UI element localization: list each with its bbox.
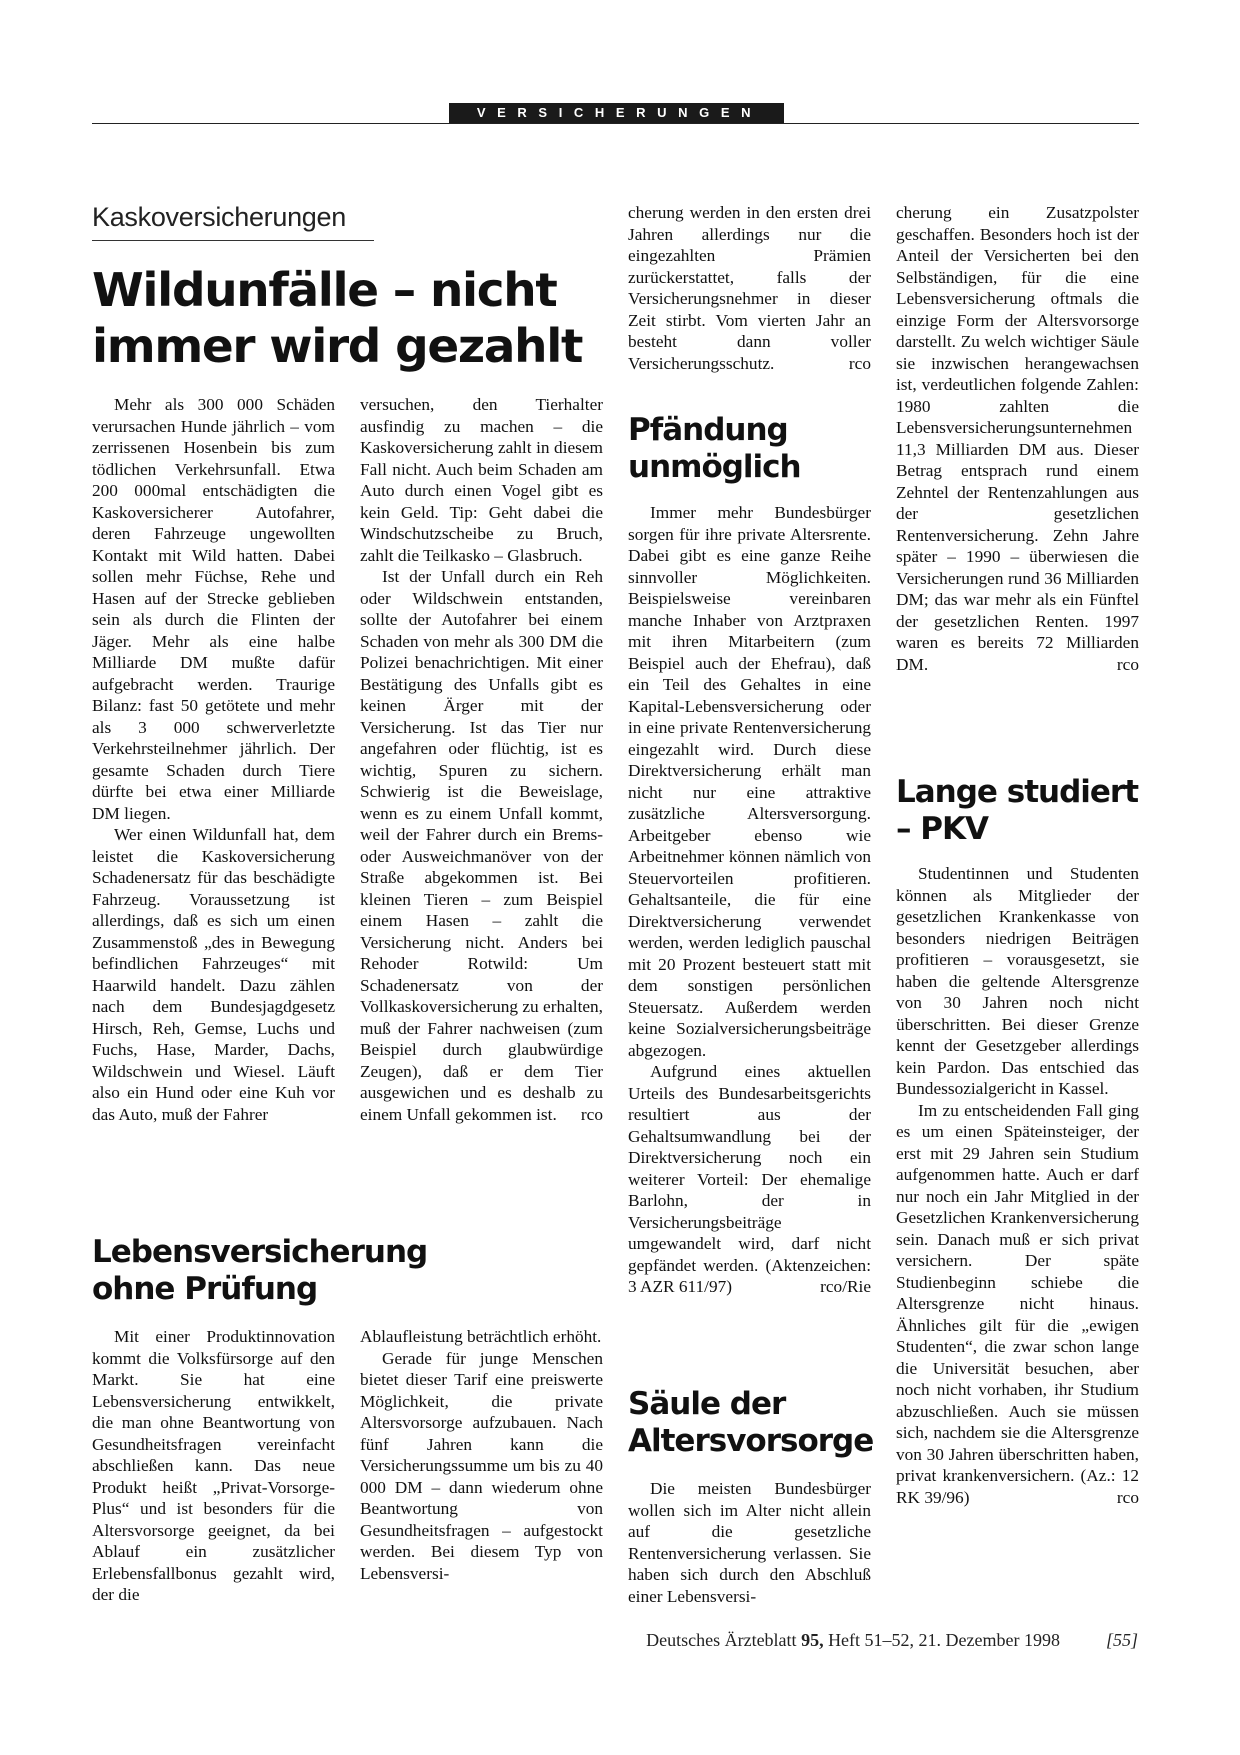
- main-col-2: [360, 394, 603, 1125]
- subhead-pkv: Lange studiert – PKV: [896, 774, 1139, 847]
- pkv-paragraph-2: Im zu entscheidenden Fall ging es um einen Späteinsteiger, der erst mit 29 Jahren sein Studium aufgenommen hatte. Auch er darf nur noch ein Jahr Mitglied in der Gesetzlichen Krankenversicherung sein. Danach muß er sich privat versichern. Der späte Studienbeginn schiebe die Altersgrenze nicht hinaus. Ähnliches gilt für die „ewigen Studenten“, die zwar schon lange die Universität besuchen, aber noch nicht vorhaben, ihr Studium abzuschließen. Auch sie müssen sich, nachdem sie die Altersgrenze von 30 Jahren überschritten haben, privat krankenversichern. (Az.: 12 RK 39/96) rco: [896, 1100, 1139, 1507]
- author-signature: rco/Rie: [820, 1277, 871, 1296]
- main-paragraph-1: Mehr als 300 000 Schäden verursachen Hunde jährlich – vom zerrissenen Hosenbein bis zum tödlichen Verkehrsunfall. Etwa 200 000mal entschädigten die Kaskoversicherer Autofahrer, deren Fahrzeuge ungewollten Kontakt mit Wild hatten. Dabei sollen mehr Füchse, Rehe und Hasen auf der Strecke geblieben sein als durch die Flinten der Jäger. Mehr als eine halbe Milliarde DM mußte dafür aufgebracht werden. Traurige Bilanz: fast 50 getötete und mehr als 3 000 schwerverletzte Verkehrsteilnehmer jährlich. Der gesamte Schaden durch Tiere dürfte bei etwa einer Milliarde DM liegen.: [92, 395, 335, 823]
- section-tag: VERSICHERUNGEN: [449, 103, 784, 123]
- saeule-paragraph-1: Die meisten Bundesbürger wollen sich im Alter nicht allein auf die gesetzliche Rentenversicherung verlassen. Sie haben sich durch den Abschluß einer Lebensversi-: [628, 1479, 871, 1606]
- header-rule: [92, 123, 1139, 124]
- pfaendung-paragraph-1: Immer mehr Bundesbürger sorgen für ihre private Altersrente. Dabei gibt es eine ganze Reihe sinnvoller Möglichkeiten. Beispielsweise vereinbaren manche Inhaber von Arztpraxen mit ihren Mitarbeitern (zum Beispiel auch der Ehefrau), daß ein Teil des Gehaltes in eine Kapital-Lebensversicherung oder in eine private Rentenversicherung eingezahlt wird. Durch diese Direktversicherung erhält man nicht nur eine attraktive zusätzliche Altersversorgung. Arbeitgeber ebenso wie Arbeitnehmer können nämlich von Steuervorteilen profitieren. Gehaltsanteile, die für eine Direktversicherung verwendet werden, werden lediglich pauschal mit 20 Prozent besteuert statt mit dem sonstigen persönlichen Steuersatz. Außerdem werden keine Sozialversicherungsbeiträge abgezogen.: [628, 503, 871, 1060]
- col3-top: [628, 202, 871, 374]
- leben-paragraph-2: Ablaufleistung beträchtlich erhöht.: [360, 1327, 602, 1346]
- kicker-rule: [92, 240, 374, 241]
- leben-col-1: [92, 1326, 335, 1606]
- leben-paragraph-1: Mit einer Produktinnovation kommt die Volksfürsorge auf den Markt. Sie hat eine Lebensversicherung entwikkelt, die man ohne Beantwortung von Gesundheitsfragen vereinfacht abschließen kann. Das neue Produkt heißt „Privat-Vorsorge-Plus“ und ist besonders für die Altersvorsorge geeignet, da bei Ablauf ein zusätzlicher Erlebensfallbonus gezahlt wird, der die: [92, 1327, 335, 1604]
- footer-citation: Deutsches Ärzteblatt 95, Heft 51–52, 21. Dezember 1998: [646, 1630, 1060, 1650]
- headline: Wildunfälle – nicht immer wird gezahlt: [92, 263, 583, 373]
- author-signature: rco: [1116, 1487, 1139, 1507]
- author-signature: rco: [848, 353, 871, 373]
- subhead-lebensversicherung: Lebensversicherung ohne Prüfung: [92, 1234, 428, 1307]
- col4-top: [896, 202, 1139, 675]
- leben-paragraph-4: cherung werden in den ersten drei Jahren allerdings nur die eingezahlten Prämien zurückerstattet, falls der Versicherungsnehmer in dieser Zeit stirbt. Vom vierten Jahr an besteht dann voller Versicherungsschutz. rco: [628, 203, 871, 373]
- pkv-paragraph-1: Studentinnen und Studenten können als Mitglieder der gesetzlichen Krankenkasse von besonders niedrigen Beiträgen profitieren – vorausgesetzt, sie haben die geltende Altersgrenze von 30 Jahren noch nicht überschritten. Bei dieser Grenze kennt der Gesetzgeber allerdings kein Pardon. Das entschied das Bundessozialgericht in Kassel.: [896, 864, 1139, 1098]
- saeule-paragraph-2: cherung ein Zusatzpolster geschaffen. Besonders hoch ist der Anteil der Versicherten bei den Selbständigen, für die eine Lebensversicherung oftmals die einzige Form der Altersvorsorge darstellt. Zu welch wichtiger Säule sie inzwischen herangewachsen ist, verdeutlichen folgende Zahlen: 1980 zahlten die Lebensversicherungsunternehmen 11,3 Milliarden DM aus. Dieser Betrag entsprach rund einem Zehntel der Rentenzahlungen aus der gesetzlichen Rentenversicherung. Zehn Jahre später – 1990 – überwiesen die Versicherungen rund 36 Milliarden DM; das war mehr als ein Fünftel der gesetzlichen Renten. 1997 waren es bereits 72 Milliarden DM. rco: [896, 203, 1139, 674]
- page-number: [55]: [1105, 1630, 1138, 1650]
- author-signature: rco: [1116, 654, 1139, 674]
- col4-pkv: [896, 863, 1139, 1508]
- leben-col-2: [360, 1326, 603, 1584]
- subhead-pfaendung: Pfändung unmöglich: [628, 412, 801, 485]
- kicker: Kaskoversicherungen: [92, 202, 346, 232]
- col3-pfaendung: [628, 502, 871, 1298]
- main-paragraph-3: versuchen, den Tierhalter ausfindig zu machen – die Kaskoversicherung zahlt in diesem Fall nicht. Auch beim Schaden am Auto durch einen Vogel gibt es kein Geld. Tip: Geht dabei die Windschutzscheibe zu Bruch, zahlt die Teilkasko – Glasbruch.: [360, 395, 603, 565]
- author-signature: rco: [580, 1104, 603, 1124]
- subhead-saeule: Säule der Altersvorsorge: [628, 1386, 874, 1459]
- pfaendung-paragraph-2: Aufgrund eines aktuellen Urteils des Bundesarbeitsgerichts resultiert aus der Gehaltsumwandlung bei der Direktversicherung noch ein weiterer Vorteil: Der ehemalige Barlohn, der in Versicherungsbeiträge umgewandelt wird, darf nicht gepfändet werden. (Aktenzeichen: 3 AZR 611/97) rco/Rie: [628, 1062, 871, 1296]
- col3-saeule: [628, 1478, 871, 1607]
- main-paragraph-2: Wer einen Wildunfall hat, dem leistet die Kaskoversicherung Schadenersatz für das beschädigte Fahrzeug. Voraussetzung ist allerdings, daß es sich um einen Zusammenstoß „des in Bewegung befindlichen Fahrzeuges“ mit Haarwild handelt. Dazu zählen nach dem Bundesjagdgesetz Hirsch, Reh, Gemse, Luchs und Fuchs, Hase, Marder, Dachs, Wildschwein und Wiesel. Läuft also ein Hund oder eine Kuh vor das Auto, muß der Fahrer: [92, 825, 335, 1124]
- main-col-1: [92, 394, 335, 1125]
- main-paragraph-4: Ist der Unfall durch ein Reh oder Wildschwein entstanden, sollte der Autofahrer bei einem Schaden von mehr als 300 DM die Polizei benachrichtigen. Mit einer Bestätigung des Unfalls gibt es keinen Ärger mit der Versicherung. Ist das Tier nur angefahren oder flüchtig, ist es wichtig, Spuren zu sichern. Schwierig ist die Beweislage, wenn es zu einem Unfall kommt, weil der Fahrer durch ein Brems- oder Ausweichmanöver von der Straße abgekommen ist. Bei kleinen Tieren – zum Beispiel einem Hasen – zahlt die Versicherung nicht. Anders bei Rehoder Rotwild: Um Schadenersatz von der Vollkaskoversicherung zu erhalten, muß der Fahrer nachweisen (zum Beispiel durch glaubwürdige Zeugen), daß er dem Tier ausgewichen und es deshalb zu einem Unfall gekommen ist. rco: [360, 567, 603, 1124]
- leben-paragraph-3: Gerade für junge Menschen bietet dieser Tarif eine preiswerte Möglichkeit, die private Altersvorsorge aufzubauen. Nach fünf Jahren kann die Versicherungssumme um bis zu 40 000 DM – dann wiederum ohne Beantwortung von Gesundheitsfragen – aufgestockt werden. Bei diesem Typ von Lebensversi-: [360, 1348, 603, 1583]
